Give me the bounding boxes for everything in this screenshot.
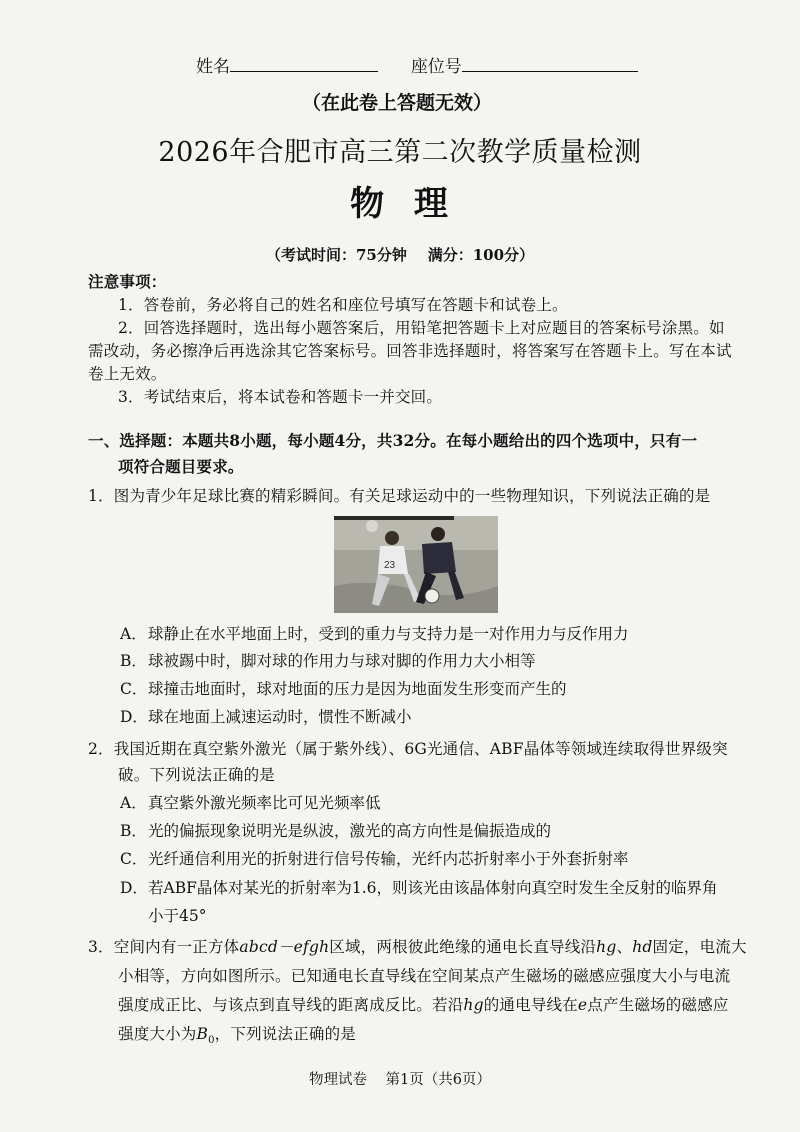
time-info: （考试时间：75分钟 满分：100分） xyxy=(265,246,535,264)
q3-point-e: e xyxy=(577,996,588,1014)
name-blank xyxy=(230,57,378,72)
q3-line-4-b: ，下列说法正确的是 xyxy=(214,1025,356,1043)
section-1-line-2: 项符合题目要求。 xyxy=(118,457,244,476)
q1-option-b-text: 球被踢中时，脚对球的作用力与球对脚的作用力大小相等 xyxy=(148,652,536,670)
q3-line-3 xyxy=(118,993,729,1015)
q3-line-1 xyxy=(88,935,747,957)
notes-item-3: 3．考试结束后，将本试卷和答题卡一并交回。 xyxy=(118,388,443,406)
q2-option-c-key: C． xyxy=(120,850,148,868)
q2-option-b xyxy=(120,819,551,841)
notes-heading: 注意事项： xyxy=(88,272,167,291)
q3-line-2: 小相等，方向如图所示。已知通电长直导线在空间某点产生磁场的磁感应强度大小与电流 xyxy=(118,967,731,985)
q1-option-d xyxy=(120,705,412,727)
q3-line-4-a: 强度大小为 xyxy=(118,1025,197,1043)
q2-option-d-text: 若ABF晶体对某光的折射率为1.6，则该光由该晶体射向真空时发生全反射的临界角 xyxy=(148,879,718,897)
q3-line-3-c: 点产生磁场的磁感应 xyxy=(587,996,729,1014)
q3-cube-label: abcd－efgh xyxy=(239,938,330,956)
q3-line-1-b: 区域，两根彼此绝缘的通电长直导线沿 xyxy=(329,938,597,956)
invalid-note: （在此卷上答题无效） xyxy=(302,92,493,114)
seat-label: 座位号 xyxy=(410,57,462,77)
q2-option-d-key: D． xyxy=(120,879,148,897)
q2-option-a-key: A． xyxy=(120,794,147,812)
q2-option-a xyxy=(120,791,381,813)
section-1-line-1: 一、选择题：本题共8小题，每小题4分，共32分。在每小题给出的四个选项中，只有一 xyxy=(88,431,698,450)
notes-item-2-line-2: 需改动，务必擦净后再选涂其它答案标号。回答非选择题时，将答案写在答题卡上。写在本试 xyxy=(88,342,732,360)
subject-title: 物 理 xyxy=(350,184,450,224)
football-photo xyxy=(334,516,498,613)
q1-option-b xyxy=(120,649,536,671)
q3-b-symbol: B xyxy=(196,1025,209,1043)
q1-option-a xyxy=(120,622,629,644)
q2-option-d-continued: 小于45° xyxy=(148,907,207,925)
notes-item-1: 1．答卷前，务必将自己的姓名和座位号填写在答题卡和试卷上。 xyxy=(118,296,568,314)
q3-wire-hg: hg xyxy=(596,938,617,956)
name-label: 姓名 xyxy=(196,57,230,77)
q1-option-b-key: B． xyxy=(120,652,147,670)
q3-line-3-b: 的通电导线在 xyxy=(483,996,578,1014)
q2-option-b-text: 光的偏振现象说明光是纵波，激光的高方向性是偏振造成的 xyxy=(148,822,552,840)
name-seat-line xyxy=(196,52,638,77)
page-footer: 物理试卷 第1页（共6页） xyxy=(309,1072,491,1088)
q3-line-1-d: 固定，电流大 xyxy=(652,938,747,956)
q2-option-c xyxy=(120,847,629,869)
seat-blank xyxy=(462,57,638,72)
q3-wire-hg-2: hg xyxy=(463,996,484,1014)
notes-item-2-line-3: 卷上无效。 xyxy=(88,365,167,383)
q3-wire-hd: hd xyxy=(632,938,653,956)
q2-option-d xyxy=(120,876,718,898)
q3-b-subscript: 0 xyxy=(208,1035,215,1047)
q2-option-b-key: B． xyxy=(120,822,147,840)
q2-option-c-text: 光纤通信利用光的折射进行信号传输，光纤内芯折射率小于外套折射率 xyxy=(148,850,629,868)
q1-option-c-key: C． xyxy=(120,680,148,698)
q1-option-d-key: D． xyxy=(120,708,148,726)
q1-option-a-key: A． xyxy=(120,625,147,643)
svg-text:23: 23 xyxy=(384,560,396,571)
q3-line-1-a: 3．空间内有一正方体 xyxy=(88,938,240,956)
q2-stem-line-1: 2．我国近期在真空紫外激光（属于紫外线）、6G光通信、ABF晶体等领域连续取得世界级突 xyxy=(88,740,728,758)
q3-line-3-a: 强度成正比、与该点到直导线的距离成反比。若沿 xyxy=(118,996,464,1014)
q1-stem: 1．图为青少年足球比赛的精彩瞬间。有关足球运动中的一些物理知识，下列说法正确的是 xyxy=(88,487,711,505)
q1-option-c-text: 球撞击地面时，球对地面的压力是因为地面发生形变而产生的 xyxy=(148,680,567,698)
notes-item-2-line-1: 2．回答选择题时，选出每小题答案后，用铅笔把答题卡上对应题目的答案标号涂黑。如 xyxy=(118,319,725,337)
exam-title: 2026年合肥市高三第二次教学质量检测 xyxy=(158,137,642,168)
q2-stem-line-2: 破。下列说法正确的是 xyxy=(118,766,276,784)
q1-option-d-text: 球在地面上减速运动时，惯性不断减小 xyxy=(148,708,412,726)
q2-option-a-text: 真空紫外激光频率比可见光频率低 xyxy=(148,794,381,812)
q3-line-1-c: 、 xyxy=(616,938,633,956)
q1-option-c xyxy=(120,677,567,699)
q1-option-a-text: 球静止在水平地面上时，受到的重力与支持力是一对作用力与反作用力 xyxy=(148,625,629,643)
q3-line-4 xyxy=(118,1022,356,1046)
football-players-illustration xyxy=(334,516,498,613)
